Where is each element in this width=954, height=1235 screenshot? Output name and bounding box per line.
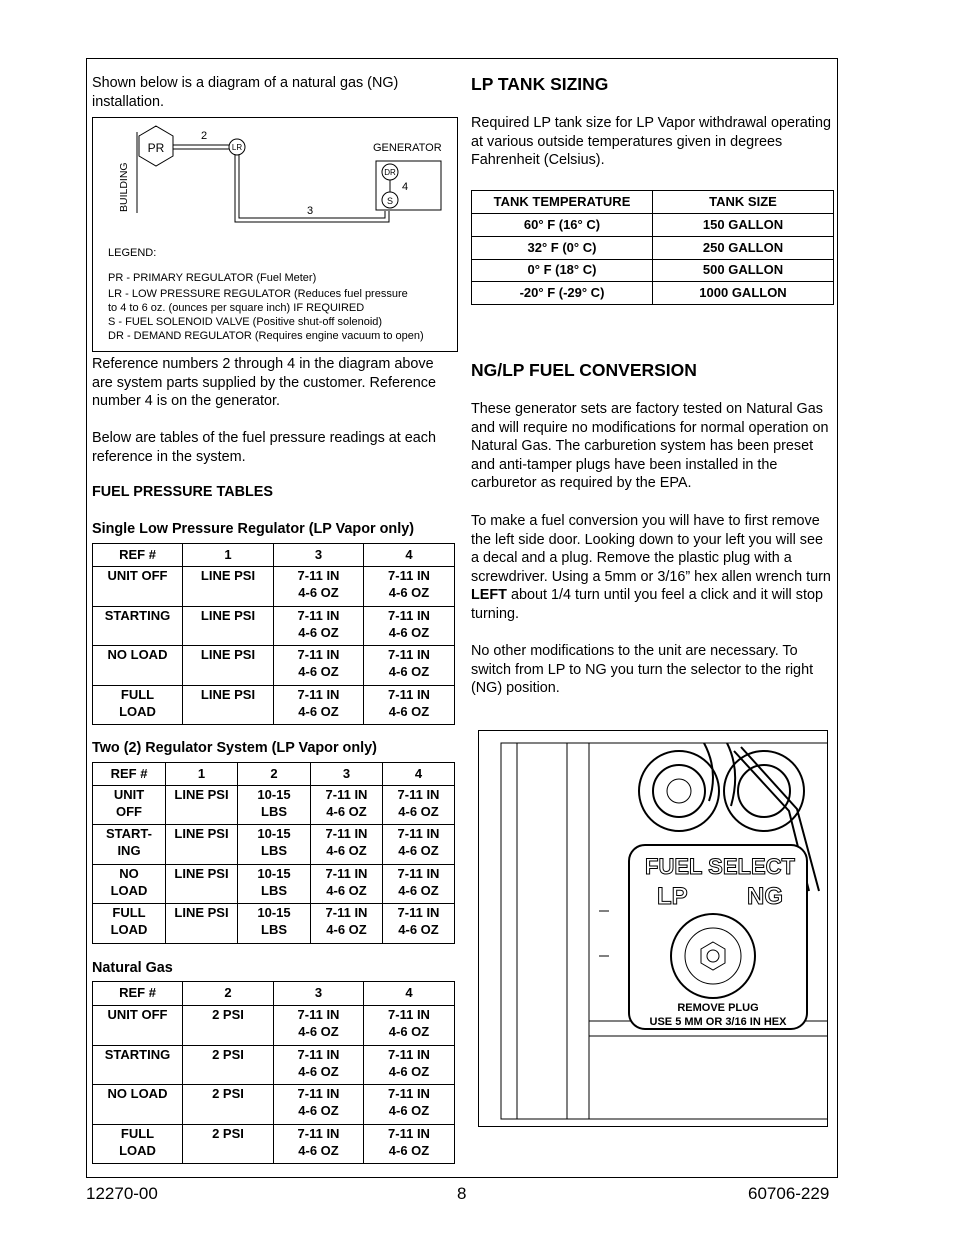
row-label: UNIT OFF (93, 567, 183, 607)
table-row (93, 646, 455, 686)
cell: 7-11 IN 4-6 OZ (311, 786, 383, 825)
building-label: BUILDING (118, 162, 130, 212)
cell: 7-11 IN 4-6 OZ (274, 1125, 364, 1164)
table2-title: Two (2) Regulator System (LP Vapor only) (92, 740, 377, 756)
ng-installation-diagram (92, 117, 458, 352)
cell: 7-11 IN 4-6 OZ (364, 686, 455, 725)
header-cell: REF # (93, 982, 183, 1006)
header-cell: 3 (311, 763, 383, 786)
row-label: UNIT OFF (93, 786, 166, 825)
cell: 7-11 IN 4-6 OZ (274, 1046, 364, 1085)
row-label: START- ING (93, 825, 166, 865)
cell: LINE PSI (166, 904, 238, 944)
intro-text: Shown below is a diagram of a natural gas (NG) installation. (92, 75, 399, 110)
legend-line: S - FUEL SOLENOID VALVE (Positive shut-off solenoid) (108, 316, 383, 328)
cell: 7-11 IN 4-6 OZ (364, 646, 455, 686)
cell: 2 PSI (183, 1085, 274, 1125)
cell: 250 GALLON (653, 237, 834, 260)
header-cell: 4 (364, 982, 455, 1006)
table-row (93, 607, 455, 646)
cell: LINE PSI (183, 567, 274, 607)
cell: 7-11 IN 4-6 OZ (274, 1085, 364, 1125)
header-cell: 1 (166, 763, 238, 786)
header-cell: 2 (183, 982, 274, 1006)
cell: 60° F (16° C) (472, 214, 653, 237)
two-regulator-table (92, 762, 455, 944)
s-label: S (386, 196, 394, 206)
header-cell: REF # (93, 763, 166, 786)
diagram-drawing (93, 118, 457, 351)
cell: 7-11 IN 4-6 OZ (274, 607, 364, 646)
natural-gas-table (92, 981, 455, 1164)
footer-right-code: 60706-229 (748, 1184, 830, 1203)
fuel-selector-photo (478, 730, 828, 1127)
cell: 500 GALLON (653, 260, 834, 282)
ref-3-label: 3 (307, 205, 314, 217)
cell: 2 PSI (183, 1046, 274, 1085)
cell: 7-11 IN 4-6 OZ (364, 1085, 455, 1125)
table-row (93, 1046, 455, 1085)
cell: 7-11 IN 4-6 OZ (274, 686, 364, 725)
table-row (93, 865, 455, 904)
cell: 7-11 IN 4-6 OZ (274, 567, 364, 607)
cell: 7-11 IN 4-6 OZ (364, 1006, 455, 1046)
cell: 10-15 LBS (238, 865, 311, 904)
conversion-paragraph-1: These generator sets are factory tested on Natural Gas and will require no modifications for normal operation on Natural Gas. The carburetion system has been preset and anti-tamper plugs have been installed in the carburetor as required by the EPA. (471, 401, 829, 491)
ref-2-label: 2 (201, 130, 208, 142)
reference-paragraph: Reference numbers 2 through 4 in the diagram above are system parts supplied by the customer. Reference number 4 is on the generator. (92, 356, 436, 409)
row-label: NO LOAD (93, 1085, 183, 1125)
table-row (472, 237, 834, 260)
header-cell: 3 (274, 982, 364, 1006)
cell: 7-11 IN 4-6 OZ (311, 825, 383, 865)
cell: 10-15 LBS (238, 825, 311, 865)
left-emphasis: LEFT (471, 587, 507, 603)
generator-label: GENERATOR (373, 142, 442, 154)
cell: LINE PSI (166, 825, 238, 865)
dr-label: DR (384, 168, 396, 177)
cell: 32° F (0° C) (472, 237, 653, 260)
header-cell: 1 (183, 544, 274, 567)
row-label: STARTING (93, 1046, 183, 1085)
legend-line: LR - LOW PRESSURE REGULATOR (Reduces fuel pressure (108, 288, 408, 300)
legend-title: LEGEND: (108, 247, 157, 259)
cell: LINE PSI (183, 686, 274, 725)
row-label: FULL LOAD (93, 686, 183, 725)
cell: 7-11 IN 4-6 OZ (311, 904, 383, 944)
cell: 7-11 IN 4-6 OZ (383, 904, 455, 944)
remove-plug-label: REMOVE PLUG (677, 1002, 759, 1014)
cell: 7-11 IN 4-6 OZ (364, 1046, 455, 1085)
lr-label: LR (231, 143, 243, 152)
fuel-select-label: FUEL SELECT (645, 854, 795, 879)
cell: 10-15 LBS (238, 904, 311, 944)
fuel-selector-illustration (479, 731, 827, 1126)
table-row (93, 825, 455, 865)
table-row (93, 1125, 455, 1164)
cell: 2 PSI (183, 1006, 274, 1046)
legend-line: DR - DEMAND REGULATOR (Requires engine vacuum to open) (108, 330, 424, 342)
cell: 7-11 IN 4-6 OZ (364, 1125, 455, 1164)
header-cell: TANK TEMPERATURE (472, 191, 653, 214)
tank-size-table (471, 190, 834, 305)
footer-left-code: 12270-00 (86, 1184, 158, 1203)
table-row (93, 567, 455, 607)
header-cell: 3 (274, 544, 364, 567)
lp-position-label: LP (657, 883, 688, 910)
cell: 1000 GALLON (653, 282, 834, 305)
table-row (93, 686, 455, 725)
cell: 7-11 IN 4-6 OZ (311, 865, 383, 904)
single-regulator-table (92, 543, 455, 725)
ng-position-label: NG (747, 883, 783, 910)
row-label: FULL LOAD (93, 1125, 183, 1164)
readings-paragraph: Below are tables of the fuel pressure readings at each reference in the system. (92, 430, 436, 465)
fuel-tables-title: FUEL PRESSURE TABLES (92, 484, 273, 500)
cell: 7-11 IN 4-6 OZ (383, 865, 455, 904)
cell: -20° F (-29° C) (472, 282, 653, 305)
row-label: NO LOAD (93, 646, 183, 686)
ref-4-label: 4 (402, 181, 409, 193)
row-label: FULL LOAD (93, 904, 166, 944)
fuel-conversion-heading: NG/LP FUEL CONVERSION (471, 360, 697, 380)
cell: LINE PSI (183, 646, 274, 686)
conversion-paragraph-3: No other modifications to the unit are necessary. To switch from LP to NG you turn the selector to the right (NG) position. (471, 643, 814, 696)
cell: 0° F (18° C) (472, 260, 653, 282)
header-cell: REF # (93, 544, 183, 567)
header-cell: 4 (364, 544, 455, 567)
cell: 10-15 LBS (238, 786, 311, 825)
page-number: 8 (457, 1184, 467, 1203)
lp-tank-paragraph: Required LP tank size for LP Vapor withdrawal operating at various outside temperatures given in degrees Fahrenheit (Celsius). (471, 115, 831, 168)
header-cell: 4 (383, 763, 455, 786)
hex-size-label: USE 5 MM OR 3/16 IN HEX (649, 1016, 787, 1028)
cell: 7-11 IN 4-6 OZ (274, 1006, 364, 1046)
legend-line: to 4 to 6 oz. (ounces per square inch) IF REQUIRED (108, 302, 365, 314)
conversion-text: about 1/4 turn until you feel a click and it will stop turning. (471, 587, 823, 622)
row-label: UNIT OFF (93, 1006, 183, 1046)
cell: LINE PSI (166, 786, 238, 825)
table3-title: Natural Gas (92, 960, 173, 976)
table-row (93, 904, 455, 944)
table-row (472, 260, 834, 282)
row-label: NO LOAD (93, 865, 166, 904)
cell: 7-11 IN 4-6 OZ (383, 825, 455, 865)
conversion-paragraph-2 (471, 512, 831, 623)
legend-line: PR - PRIMARY REGULATOR (Fuel Meter) (108, 272, 317, 284)
cell: LINE PSI (183, 607, 274, 646)
conversion-text: To make a fuel conversion you will have to first remove the left side door. Looking down to your left you will see a decal and a plug. Remove the plastic plug with a screwdriver. Using a 5mm or 3/16” hex allen wrench turn (471, 513, 831, 585)
cell: 2 PSI (183, 1125, 274, 1164)
cell: LINE PSI (166, 865, 238, 904)
table-row (472, 282, 834, 305)
header-cell: TANK SIZE (653, 191, 834, 214)
row-label: STARTING (93, 607, 183, 646)
pr-label: PR (147, 141, 165, 155)
table-row (93, 1085, 455, 1125)
table-row (93, 1006, 455, 1046)
cell: 150 GALLON (653, 214, 834, 237)
cell: 7-11 IN 4-6 OZ (364, 607, 455, 646)
header-cell: 2 (238, 763, 311, 786)
cell: 7-11 IN 4-6 OZ (364, 567, 455, 607)
lp-tank-sizing-heading: LP TANK SIZING (471, 74, 609, 94)
table-row (93, 786, 455, 825)
cell: 7-11 IN 4-6 OZ (274, 646, 364, 686)
cell: 7-11 IN 4-6 OZ (383, 786, 455, 825)
table1-title: Single Low Pressure Regulator (LP Vapor only) (92, 521, 414, 537)
table-row (472, 214, 834, 237)
